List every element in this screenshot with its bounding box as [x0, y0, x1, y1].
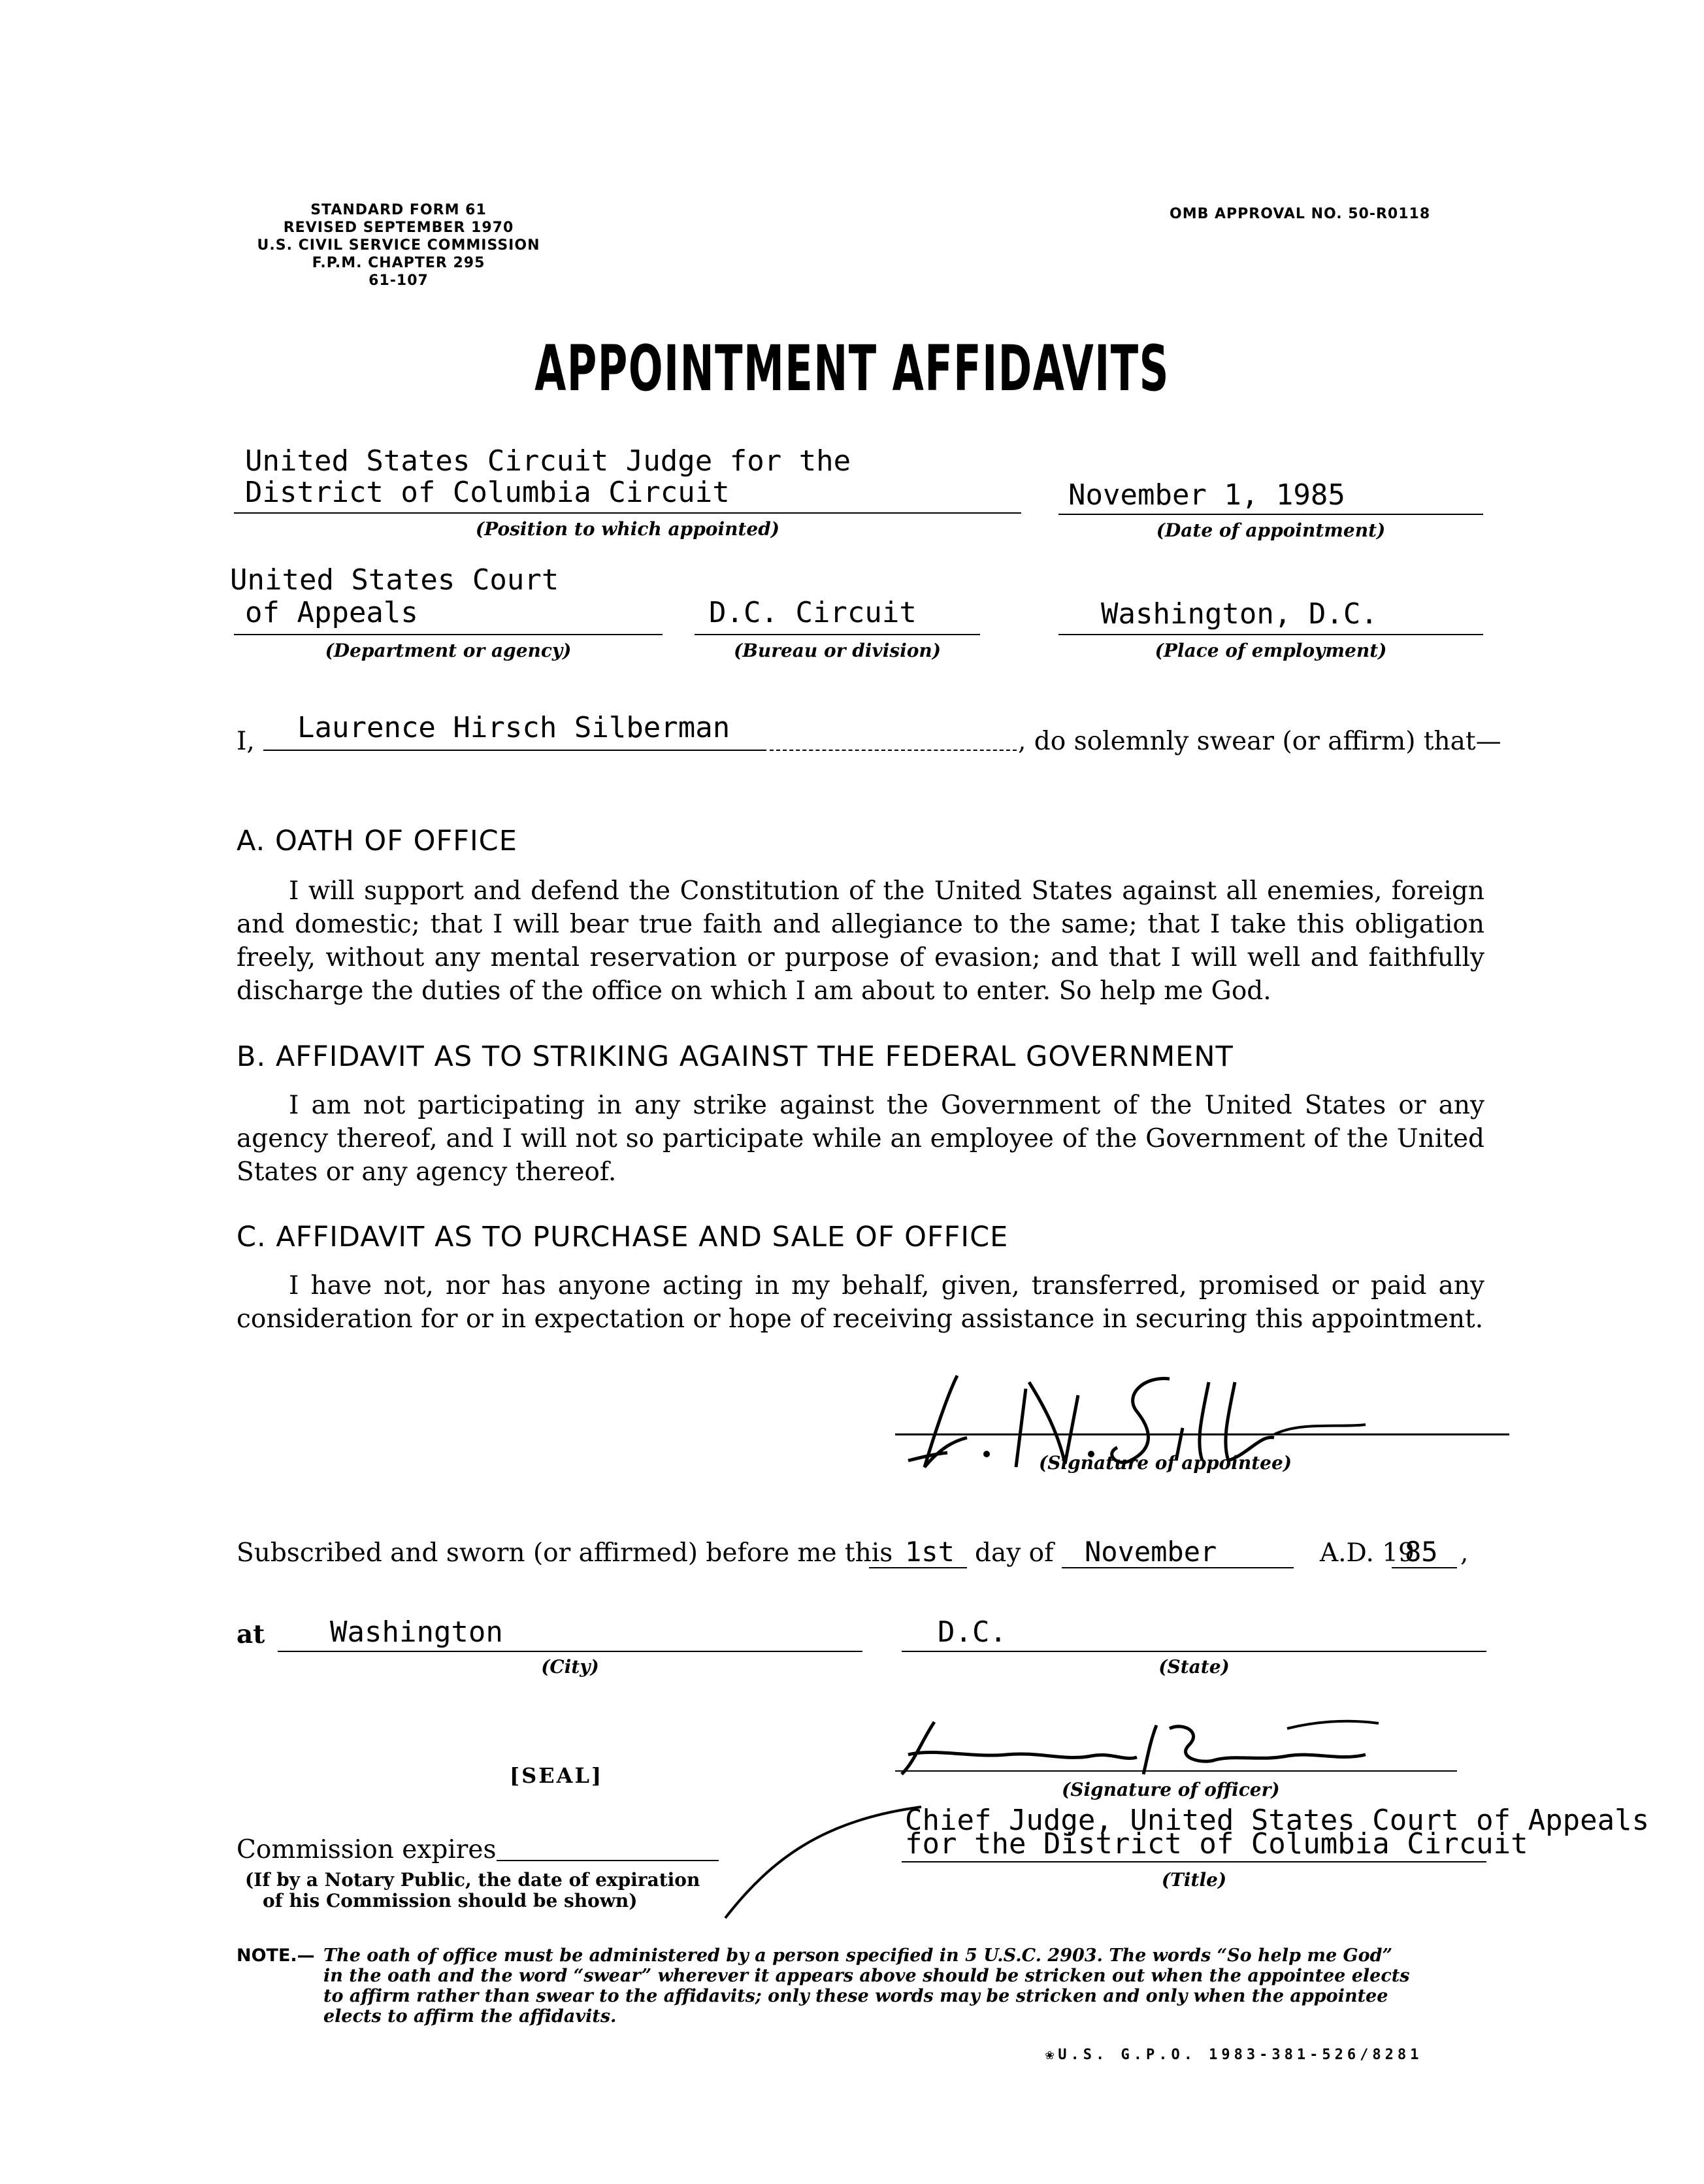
- section-b-heading: B. AFFIDAVIT AS TO STRIKING AGAINST THE FEDERAL GOVERNMENT: [237, 1040, 1234, 1073]
- section-a-text: I will support and defend the Constitution of the United States against all enemies, foreign and domestic; that I will bear true faith and allegiance to the same; that I take this obligation freely, without any mental reservation or purpose of evasion; and that I will well and faithfully discharge the duties of the office on which I am about to enter. So help me God.: [237, 876, 1484, 1006]
- title-caption: (Title): [1161, 1869, 1227, 1891]
- sworn-month: November: [1085, 1536, 1217, 1568]
- position-line2: District of Columbia Circuit: [245, 476, 730, 509]
- city-underline: [278, 1651, 862, 1652]
- bureau-value: D.C. Circuit: [709, 596, 917, 629]
- commission-label: Commission expires: [237, 1835, 497, 1864]
- state-underline: [902, 1651, 1486, 1652]
- name-underline-dashed: [770, 750, 1017, 751]
- sworn-end: ,: [1460, 1538, 1469, 1568]
- department-line1: United States Court: [230, 563, 559, 597]
- section-c-heading: C. AFFIDAVIT AS TO PURCHASE AND SALE OF OFFICE: [237, 1221, 1009, 1253]
- commission-note-line2: of his Commission should be shown): [263, 1890, 638, 1911]
- title-underline: [902, 1861, 1486, 1862]
- commission-note-line1: (If by a Notary Public, the date of expiration: [245, 1869, 700, 1891]
- date-appointment-value: November 1, 1985: [1068, 478, 1345, 512]
- form-id-line: REVISED SEPTEMBER 1970: [283, 220, 514, 236]
- bureau-caption: (Bureau or division): [733, 640, 942, 661]
- position-caption: (Position to which appointed): [475, 518, 780, 540]
- sworn-day-of: day of: [975, 1538, 1054, 1568]
- sworn-year-underline: [1392, 1567, 1457, 1568]
- note-line1: The oath of office must be administered by a person specified in 5 U.S.C. 2903. The words “So help me God”: [323, 1945, 1393, 1966]
- city-caption: (City): [541, 1656, 599, 1678]
- form-id-line: U.S. CIVIL SERVICE COMMISSION: [257, 237, 540, 254]
- note-line3: to affirm rather than swear to the affidavits; only these words may be stricken and only when the appointee: [323, 1986, 1388, 2006]
- sworn-prefix: Subscribed and sworn (or affirmed) before me this: [237, 1538, 893, 1568]
- location-at: at: [237, 1619, 265, 1649]
- location-state: D.C.: [938, 1615, 1007, 1649]
- section-b-text: I am not participating in any strike against the Government of the United States or any agency thereof, and I will not so participate while an employee of the Government of the United States or any agency thereof.: [237, 1091, 1484, 1187]
- note-label: NOTE.—: [237, 1945, 315, 1966]
- note-line4: elects to affirm the affidavits.: [323, 2006, 617, 2027]
- appointee-signature-caption: (Signature of appointee): [1039, 1452, 1292, 1474]
- form-identification: [216, 201, 582, 290]
- page-title: APPOINTMENT AFFIDAVITS: [534, 332, 1170, 405]
- place-caption: (Place of employment): [1155, 640, 1387, 661]
- note-line2: in the oath and the word “swear” wherever it appears above should be stricken out when the appointee elects: [323, 1966, 1410, 1986]
- date-underline: [1058, 514, 1483, 515]
- appointee-name: Laurence Hirsch Silberman: [297, 711, 730, 744]
- department-caption: (Department or agency): [325, 640, 572, 661]
- place-value: Washington, D.C.: [1101, 597, 1378, 631]
- oath-suffix: , do solemnly swear (or affirm) that—: [1018, 727, 1501, 756]
- sworn-year: 85: [1405, 1536, 1438, 1568]
- sworn-month-underline: [1062, 1567, 1294, 1568]
- bureau-underline: [695, 634, 980, 635]
- pen-stroke: [719, 1794, 928, 1925]
- name-underline: [263, 750, 766, 751]
- form-id-line: STANDARD FORM 61: [310, 202, 487, 218]
- position-line1: United States Circuit Judge for the: [245, 444, 851, 478]
- department-line2: of Appeals: [245, 596, 418, 629]
- officer-title-line1: Chief Judge, United States Court of Appeals: [905, 1804, 1650, 1837]
- date-caption: (Date of appointment): [1156, 520, 1386, 541]
- officer-title-line2: for the District of Columbia Circuit: [905, 1827, 1528, 1861]
- form-id-line: 61-107: [369, 273, 429, 289]
- location-city: Washington: [330, 1615, 503, 1649]
- gpo-imprint: ❀U.S. G.P.O. 1983-381-526/8281: [1045, 2047, 1423, 2063]
- commission-underline: [497, 1860, 719, 1861]
- seal-placeholder: [SEAL]: [510, 1763, 604, 1788]
- sworn-day-underline: [869, 1567, 967, 1568]
- oath-prefix: I,: [237, 727, 255, 756]
- sworn-day: 1st: [905, 1536, 955, 1568]
- form-id-line: F.P.M. CHAPTER 295: [312, 255, 485, 271]
- omb-approval: OMB APPROVAL NO. 50-R0118: [1170, 206, 1431, 222]
- sworn-ad: A.D. 19: [1320, 1538, 1415, 1568]
- section-a-heading: A. OATH OF OFFICE: [237, 825, 517, 857]
- position-underline: [234, 512, 1021, 514]
- place-underline: [1058, 634, 1483, 635]
- department-underline: [234, 634, 663, 635]
- section-c-text: I have not, nor has anyone acting in my behalf, given, transferred, promised or paid any consideration for or in expectation or hope of receiving assistance in securing this appointment.: [237, 1271, 1484, 1334]
- state-caption: (State): [1158, 1656, 1230, 1678]
- officer-signature-caption: (Signature of officer): [1062, 1779, 1280, 1800]
